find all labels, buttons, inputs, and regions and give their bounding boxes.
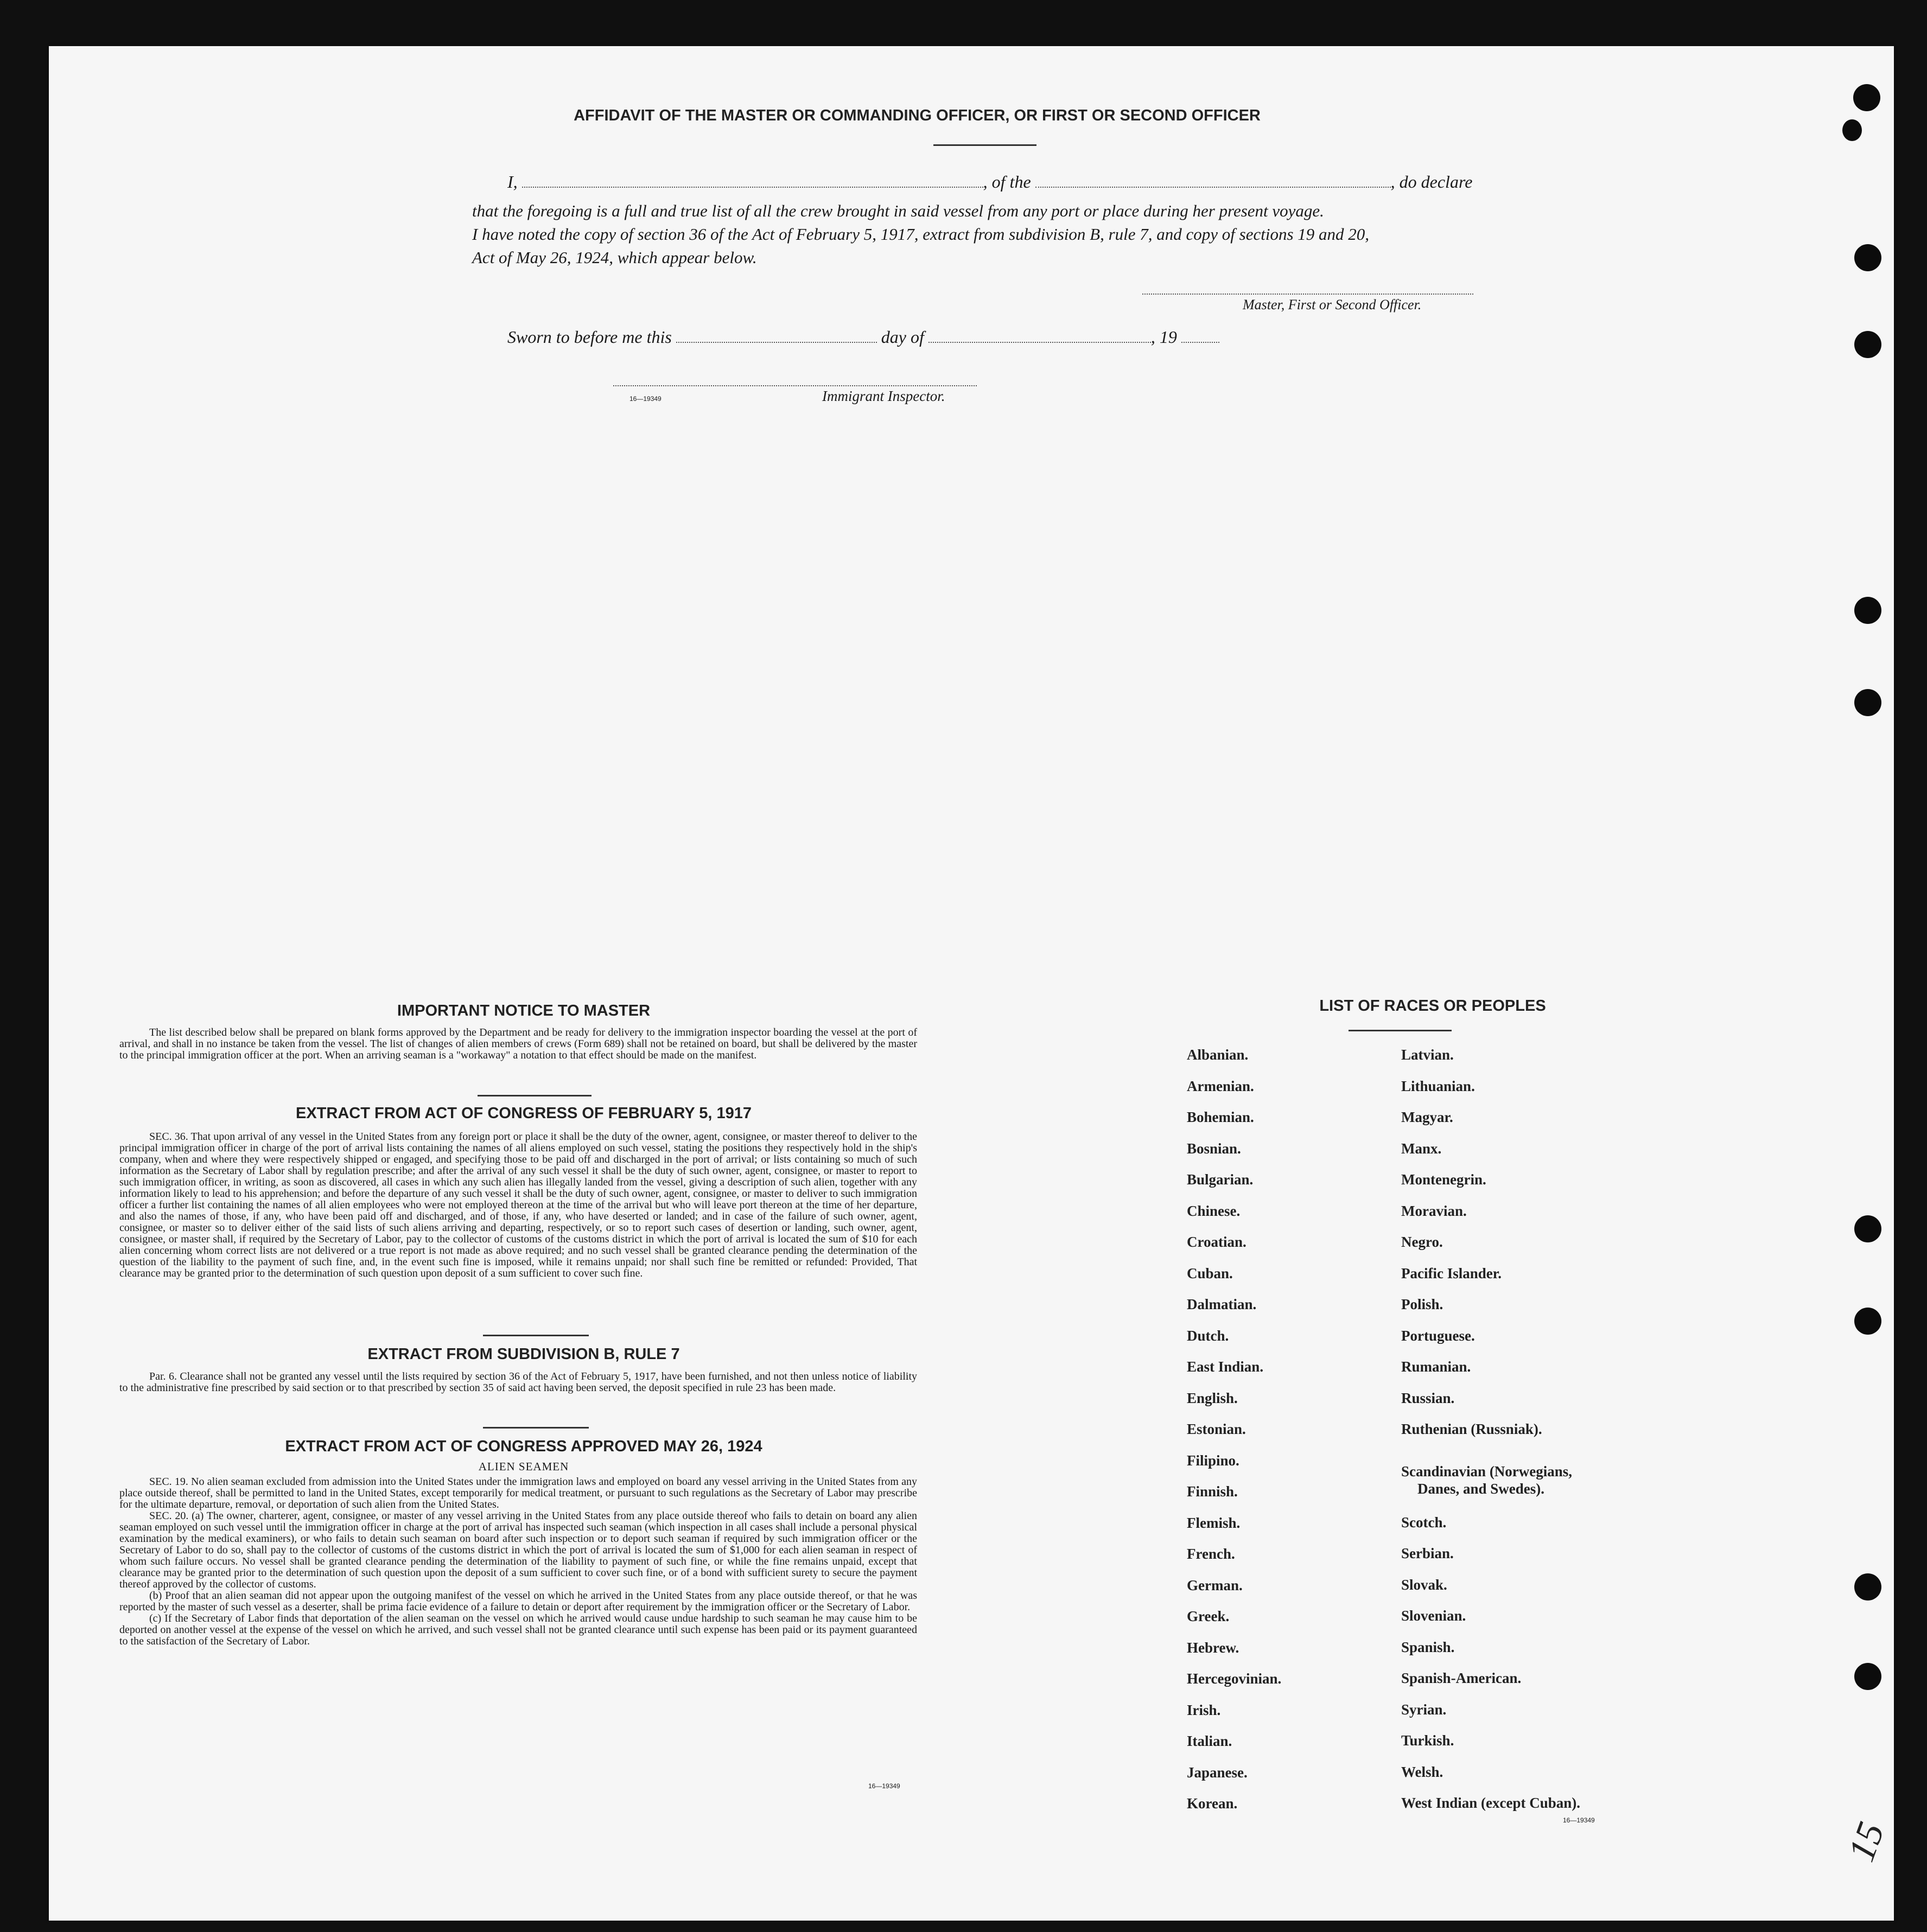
race-item: West Indian (except Cuban). (1401, 1795, 1581, 1811)
punch-hole (1854, 1573, 1881, 1601)
race-item: Moravian. (1401, 1202, 1467, 1219)
i-label: I, (507, 172, 518, 192)
punch-hole (1842, 119, 1862, 141)
sworn-year-field[interactable] (1181, 342, 1219, 343)
sec-19-text: SEC. 19. No alien seaman excluded from admission into the United States under the immigration laws and employed on board any vessel arriving in the United States from any place outside thereof, shall be permitted to land in the United States, except temporarily for medical treatment, or pursuant to such regulations as the Secretary of Labor may prescribe for the ultimate departure, removal, or deportation of such alien from the United States. (119, 1476, 917, 1510)
race-item: Ruthenian (Russniak). (1401, 1421, 1542, 1437)
section-rule (478, 1095, 592, 1096)
race-item: Estonian. (1187, 1421, 1246, 1437)
race-item: French. (1187, 1546, 1235, 1562)
rule7-title: EXTRACT FROM SUBDIVISION B, RULE 7 (367, 1346, 680, 1363)
vessel-field[interactable] (1035, 187, 1391, 188)
race-item: Croatian. (1187, 1234, 1246, 1250)
race-item: Lithuanian. (1401, 1077, 1475, 1094)
punch-hole (1854, 1308, 1881, 1335)
declaration-text-line: that the foregoing is a full and true list of all the crew brought in said vessel from any port or place during her present voyage. (472, 201, 1324, 220)
race-item: Scotch. (1401, 1514, 1447, 1531)
document-page (49, 46, 1894, 1921)
sworn-month-field[interactable] (928, 342, 1151, 343)
race-item: Manx. (1401, 1140, 1442, 1157)
race-item: Hebrew. (1187, 1639, 1239, 1656)
day-of-label: day of (881, 327, 924, 347)
races-title: LIST OF RACES OR PEOPLES (1319, 997, 1546, 1015)
name-field[interactable] (522, 187, 983, 188)
race-item: Armenian. (1187, 1077, 1254, 1094)
declaration-text (472, 199, 1552, 269)
punch-hole (1854, 1663, 1881, 1690)
race-item: Pacific Islander. (1401, 1265, 1502, 1281)
punch-hole (1854, 331, 1881, 358)
race-item: Dalmatian. (1187, 1296, 1257, 1312)
signature-line[interactable] (1142, 294, 1473, 295)
races-right-column (1401, 1047, 1705, 1826)
extract-1924-subtitle: ALIEN SEAMEN (478, 1460, 569, 1473)
race-item: Scandinavian (Norwegians, (1401, 1463, 1573, 1480)
year-label: , 19 (1150, 327, 1177, 347)
of-the-label: , of the (983, 172, 1031, 192)
race-item: Turkish. (1401, 1732, 1454, 1749)
race-item: German. (1187, 1577, 1243, 1593)
race-item: Magyar. (1401, 1109, 1453, 1125)
do-declare-label: , do declare (1390, 172, 1473, 192)
form-number: 16—19349 (1563, 1816, 1595, 1824)
declaration-text-line: Act of May 26, 1924, which appear below. (472, 248, 757, 267)
punch-hole (1854, 1215, 1881, 1242)
title-rule (933, 144, 1036, 146)
section-rule (483, 1335, 589, 1336)
sworn-day-field[interactable] (676, 342, 877, 343)
sec-20c-text: (c) If the Secretary of Labor finds that deportation of the alien seaman on the vessel on which he arrived would cause undue hardship to such seaman he may cause him to be deported on another vessel at the expense of the vessel on which he arrived, and such vessel shall not be granted clearance until such expense has been paid or its payment guaranteed to the satisfaction of the Secretary of Labor. (119, 1612, 917, 1647)
sworn-line (507, 327, 1219, 347)
section-rule (483, 1427, 589, 1429)
race-item: Danes, and Swedes). (1417, 1480, 1545, 1497)
race-item: Bosnian. (1187, 1140, 1241, 1157)
race-item: Negro. (1401, 1234, 1443, 1250)
races-title-rule (1349, 1030, 1452, 1031)
race-item: Dutch. (1187, 1327, 1229, 1344)
race-item: Welsh. (1401, 1763, 1443, 1780)
race-item: Montenegrin. (1401, 1171, 1486, 1188)
race-item: East Indian. (1187, 1359, 1264, 1375)
punch-hole (1854, 689, 1881, 716)
inspector-signature-line[interactable] (613, 385, 977, 386)
sec-20a-text: SEC. 20. (a) The owner, charterer, agent, consignee, or master of any vessel arriving in the United States from any place outside thereof who fails to detain on board any alien seaman employed on such vessel until the immigration officer in charge at the port of arrival has inspected such seaman (which inspection in all cases shall include a personal physical examination by the medical examiners), or who fails to detain such seaman on board after such inspection or to deport such seaman if required by such immigration officer or the Secretary of Labor to do so, shall pay to the collector of customs of the customs district in which the port of arrival is located the sum of $1,000 for each alien seaman in respect of whom such failure occurs. No vessel shall be granted clearance pending the determination of the liability to payment of such fine, or while the fine remains unpaid, except that clearance may be granted prior to the determination of such question upon the deposit of a sum sufficient to cover such fine, or of a bond with sufficient surety to secure the payment thereof approved by the collector of customs. (119, 1510, 917, 1590)
inspector-caption: Immigrant Inspector. (822, 388, 945, 404)
extract-1924-title: EXTRACT FROM ACT OF CONGRESS APPROVED MAY 26, 1924 (285, 1438, 762, 1455)
race-item: Syrian. (1401, 1701, 1447, 1718)
form-number: 16—19349 (868, 1782, 900, 1790)
race-item: Serbian. (1401, 1545, 1454, 1561)
races-left-column (1187, 1047, 1393, 1827)
race-item: Portuguese. (1401, 1327, 1475, 1344)
extract-1917-body: SEC. 36. That upon arrival of any vessel in the United States from any foreign port or place it shall be the duty of the owner, agent, consignee, or master thereof to deliver to the principal immigration officer in charge of the port of arrival lists containing the names of all aliens employed on such vessel, stating the positions they respectively hold in the ship's company, when and where they were respectively shipped or engaged, and specifying those to be paid off and discharged in the port of arrival; or lists containing so much of such information as the Secretary of Labor shall by regulation prescribe; and after the arrival of any such vessel it shall be the duty of such owner, agent, consignee, or master to report to such immigration officer, in writing, as soon as discovered, all cases in which any such alien has illegally landed from the vessel, giving a description of such alien, together with any information likely to lead to his apprehension; and before the departure of any such vessel it shall be the duty of such owner, agent, consignee, or master to deliver to such immigration officer a further list containing the names of all alien employees who were not employed thereon at the time of the arrival but who will leave port thereon at the time of her departure, and also the names of those, if any, who have been paid off and discharged, and of those, if any, who have deserted or landed; and in case of the failure of such owner, agent, consignee, or master so to deliver either of the said lists of such aliens arriving and departing, respectively, or so to report such cases of desertion or landing, such owner, agent, consignee, or master shall, if required by the Secretary of Labor, pay to the collector of customs of the customs district in which the port of arrival is located the sum of $10 for each alien concerning whom correct lists are not delivered or a true report is not made as above required; and no such vessel shall be granted clearance pending the determination of the question of the liability to the payment of such fine, and, in the event such fine is imposed, while it remains unpaid; nor shall such fine be remitted or refunded: Provided, That clearance may be granted prior to the determination of such question upon deposit of a sum sufficient to cover such fine. (119, 1131, 917, 1279)
handwritten-page-number: 15 (1840, 1816, 1893, 1867)
race-item: Irish. (1187, 1701, 1221, 1718)
race-item: Korean. (1187, 1795, 1238, 1812)
sworn-label: Sworn to before me this (507, 327, 672, 347)
affidavit-title: AFFIDAVIT OF THE MASTER OR COMMANDING OFFICER, OR FIRST OR SECOND OFFICER (574, 107, 1261, 124)
race-item: Spanish-American. (1401, 1670, 1522, 1686)
race-item: Japanese. (1187, 1764, 1248, 1781)
notice-body: The list described below shall be prepared on blank forms approved by the Department and be ready for delivery to the immigration inspector boarding the vessel at the port of arrival, and shall in no instance be taken from the vessel. The list of changes of alien members of crews (Form 689) shall not be retained on board, but shall be delivered by the master to the principal immigration officer at the port. When an arriving seaman is a "workaway" a notation to that effect should be made on the manifest. (119, 1026, 917, 1061)
race-item: Italian. (1187, 1733, 1232, 1749)
punch-hole (1854, 597, 1881, 624)
race-item: Rumanian. (1401, 1359, 1471, 1375)
extract-1917-title: EXTRACT FROM ACT OF CONGRESS OF FEBRUARY 5, 1917 (295, 1105, 752, 1122)
race-item: Greek. (1187, 1608, 1230, 1624)
race-item: Slovak. (1401, 1576, 1447, 1593)
race-item: Slovenian. (1401, 1608, 1466, 1624)
race-item: Russian. (1401, 1389, 1455, 1406)
notice-title: IMPORTANT NOTICE TO MASTER (397, 1002, 651, 1019)
race-item: Filipino. (1187, 1452, 1239, 1469)
race-item: Latvian. (1401, 1047, 1454, 1063)
race-item: Chinese. (1187, 1202, 1241, 1219)
race-item: Bohemian. (1187, 1109, 1254, 1125)
race-item: English. (1187, 1389, 1238, 1406)
declaration-line (507, 172, 1547, 192)
race-item: Bulgarian. (1187, 1171, 1254, 1188)
declaration-text-line: I have noted the copy of section 36 of the Act of February 5, 1917, extract from subdivision B, rule 7, and copy of sections 19 and 20, (472, 225, 1370, 244)
race-item: Finnish. (1187, 1483, 1238, 1500)
race-item: Flemish. (1187, 1514, 1241, 1531)
race-item: Spanish. (1401, 1638, 1455, 1655)
race-item: Albanian. (1187, 1047, 1249, 1063)
signature-caption: Master, First or Second Officer. (1243, 297, 1422, 313)
punch-hole (1854, 244, 1881, 271)
sec-20b-text: (b) Proof that an alien seaman did not appear upon the outgoing manifest of the vessel on which he arrived in the United States from any place outside thereof, or that he was reported by the master of such vessel as a deserter, shall be prima facie evidence of a failure to detain or deport after requirement by the immigration officer or the Secretary of Labor. (119, 1590, 917, 1613)
extract-1924-body (119, 1476, 917, 1647)
rule7-body: Par. 6. Clearance shall not be granted any vessel until the lists required by section 36 of the Act of February 5, 1917, have been furnished, and not then unless notice of liability to the administrative fine prescribed by said section or to that prescribed by section 35 of said act having been served, the deposit specified in rule 23 has been made. (119, 1370, 917, 1394)
punch-hole (1853, 84, 1880, 111)
race-item: Polish. (1401, 1296, 1443, 1312)
race-item: Cuban. (1187, 1265, 1233, 1281)
form-number: 16—19349 (629, 395, 662, 403)
race-item: Hercegovinian. (1187, 1670, 1282, 1687)
